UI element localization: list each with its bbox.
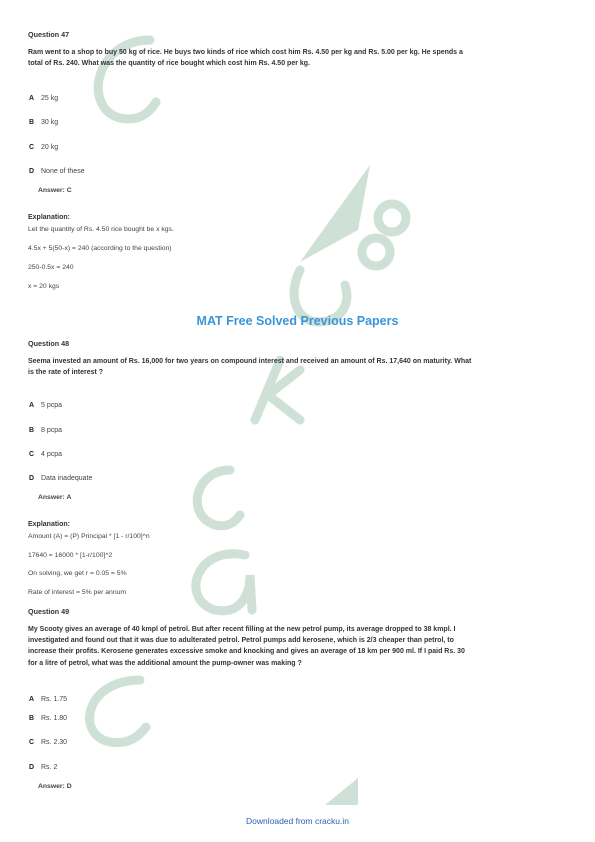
q49-option-d: D Rs. 2 (29, 764, 58, 771)
q49-option-b: B Rs. 1.80 (29, 715, 68, 722)
q48-option-a: A 5 pcpa (29, 402, 63, 409)
q47-answer: Answer: C (38, 187, 72, 194)
question-48-heading: Question 48 (28, 339, 70, 348)
q49-option-a: A Rs. 1.75 (29, 696, 68, 703)
question-47-heading: Question 47 (28, 30, 70, 39)
q48-explanation-line: 17640 = 16000 * [1-r/100]^2 (28, 552, 113, 559)
question-47-text (28, 47, 558, 69)
question-text-line: total of Rs. 240. What was the quantity of rice bought which cost him Rs. 4.50 per kg. (28, 60, 310, 68)
question-text-line: Seema invested an amount of Rs. 16,000 for two years on compound interest and received an amount of Rs. 17,640 on maturity. What (28, 358, 472, 365)
q48-explanation-line: On solving, we get r = 0.05 = 5% (28, 570, 127, 577)
q47-option-d: D None of these (29, 168, 85, 175)
footer-download-link[interactable]: Downloaded from cracku.in (246, 816, 349, 826)
q48-answer: Answer: A (38, 494, 72, 501)
q48-option-b: B 8 pcpa (29, 427, 63, 434)
question-48-text (28, 356, 558, 378)
q47-explanation-heading: Explanation: (28, 214, 71, 221)
q47-explanation-line: 250-0.5x = 240 (28, 264, 74, 271)
q47-option-a: A 25 kg (29, 95, 59, 102)
question-text-line: is the rate of interest ? (28, 369, 104, 377)
question-text-line: increase their profits. Kerosene generates excessive smoke and knocking and gives an average of 18 km per 900 ml. If I paid Rs. 30 (28, 648, 465, 656)
q49-answer: Answer: D (38, 783, 72, 790)
q47-explanation-line: x = 20 kgs (28, 283, 60, 290)
q47-option-b: B 30 kg (29, 119, 59, 126)
q48-explanation-line: Rate of interest = 5% per annum (28, 589, 127, 596)
q48-explanation-heading: Explanation: (28, 521, 71, 528)
q48-explanation-line: Amount (A) = (P) Principal * [1 - r/100]^n (28, 533, 150, 540)
question-text-line: investigated and found out that it was due to adulterated petrol. Petrol pumps add kerosene, which is 2/3 cheaper than petrol, to (28, 637, 454, 645)
q48-option-d: D Data inadequate (29, 475, 93, 482)
q47-option-c: C 20 kg (29, 144, 59, 151)
question-text-line: My Scooty gives an average of 40 kmpl of petrol. But after recent filling at the new petrol pump, its average dropped to 38 kmpl. I (28, 626, 456, 633)
papers-banner: MAT Free Solved Previous Papers (196, 314, 399, 328)
question-text-line: for a litre of petrol, what was the additional amount the pump-owner was making ? (28, 659, 302, 667)
q47-explanation-line: Let the quantity of Rs. 4.50 rice bought be x kgs. (28, 226, 174, 233)
question-49-heading: Question 49 (28, 607, 70, 616)
q48-option-c: C 4 pcpa (29, 451, 63, 458)
question-text-line: Ram went to a shop to buy 50 kg of rice. He buys two kinds of rice which cost him Rs. 4.50 per kg and Rs. 5.00 per kg. He spends a (28, 49, 463, 56)
question-49-text (28, 624, 558, 669)
q47-explanation-line: 4.5x + 5(50-x) = 240 (according to the question) (28, 245, 172, 252)
q49-option-c: C Rs. 2.30 (29, 739, 68, 746)
